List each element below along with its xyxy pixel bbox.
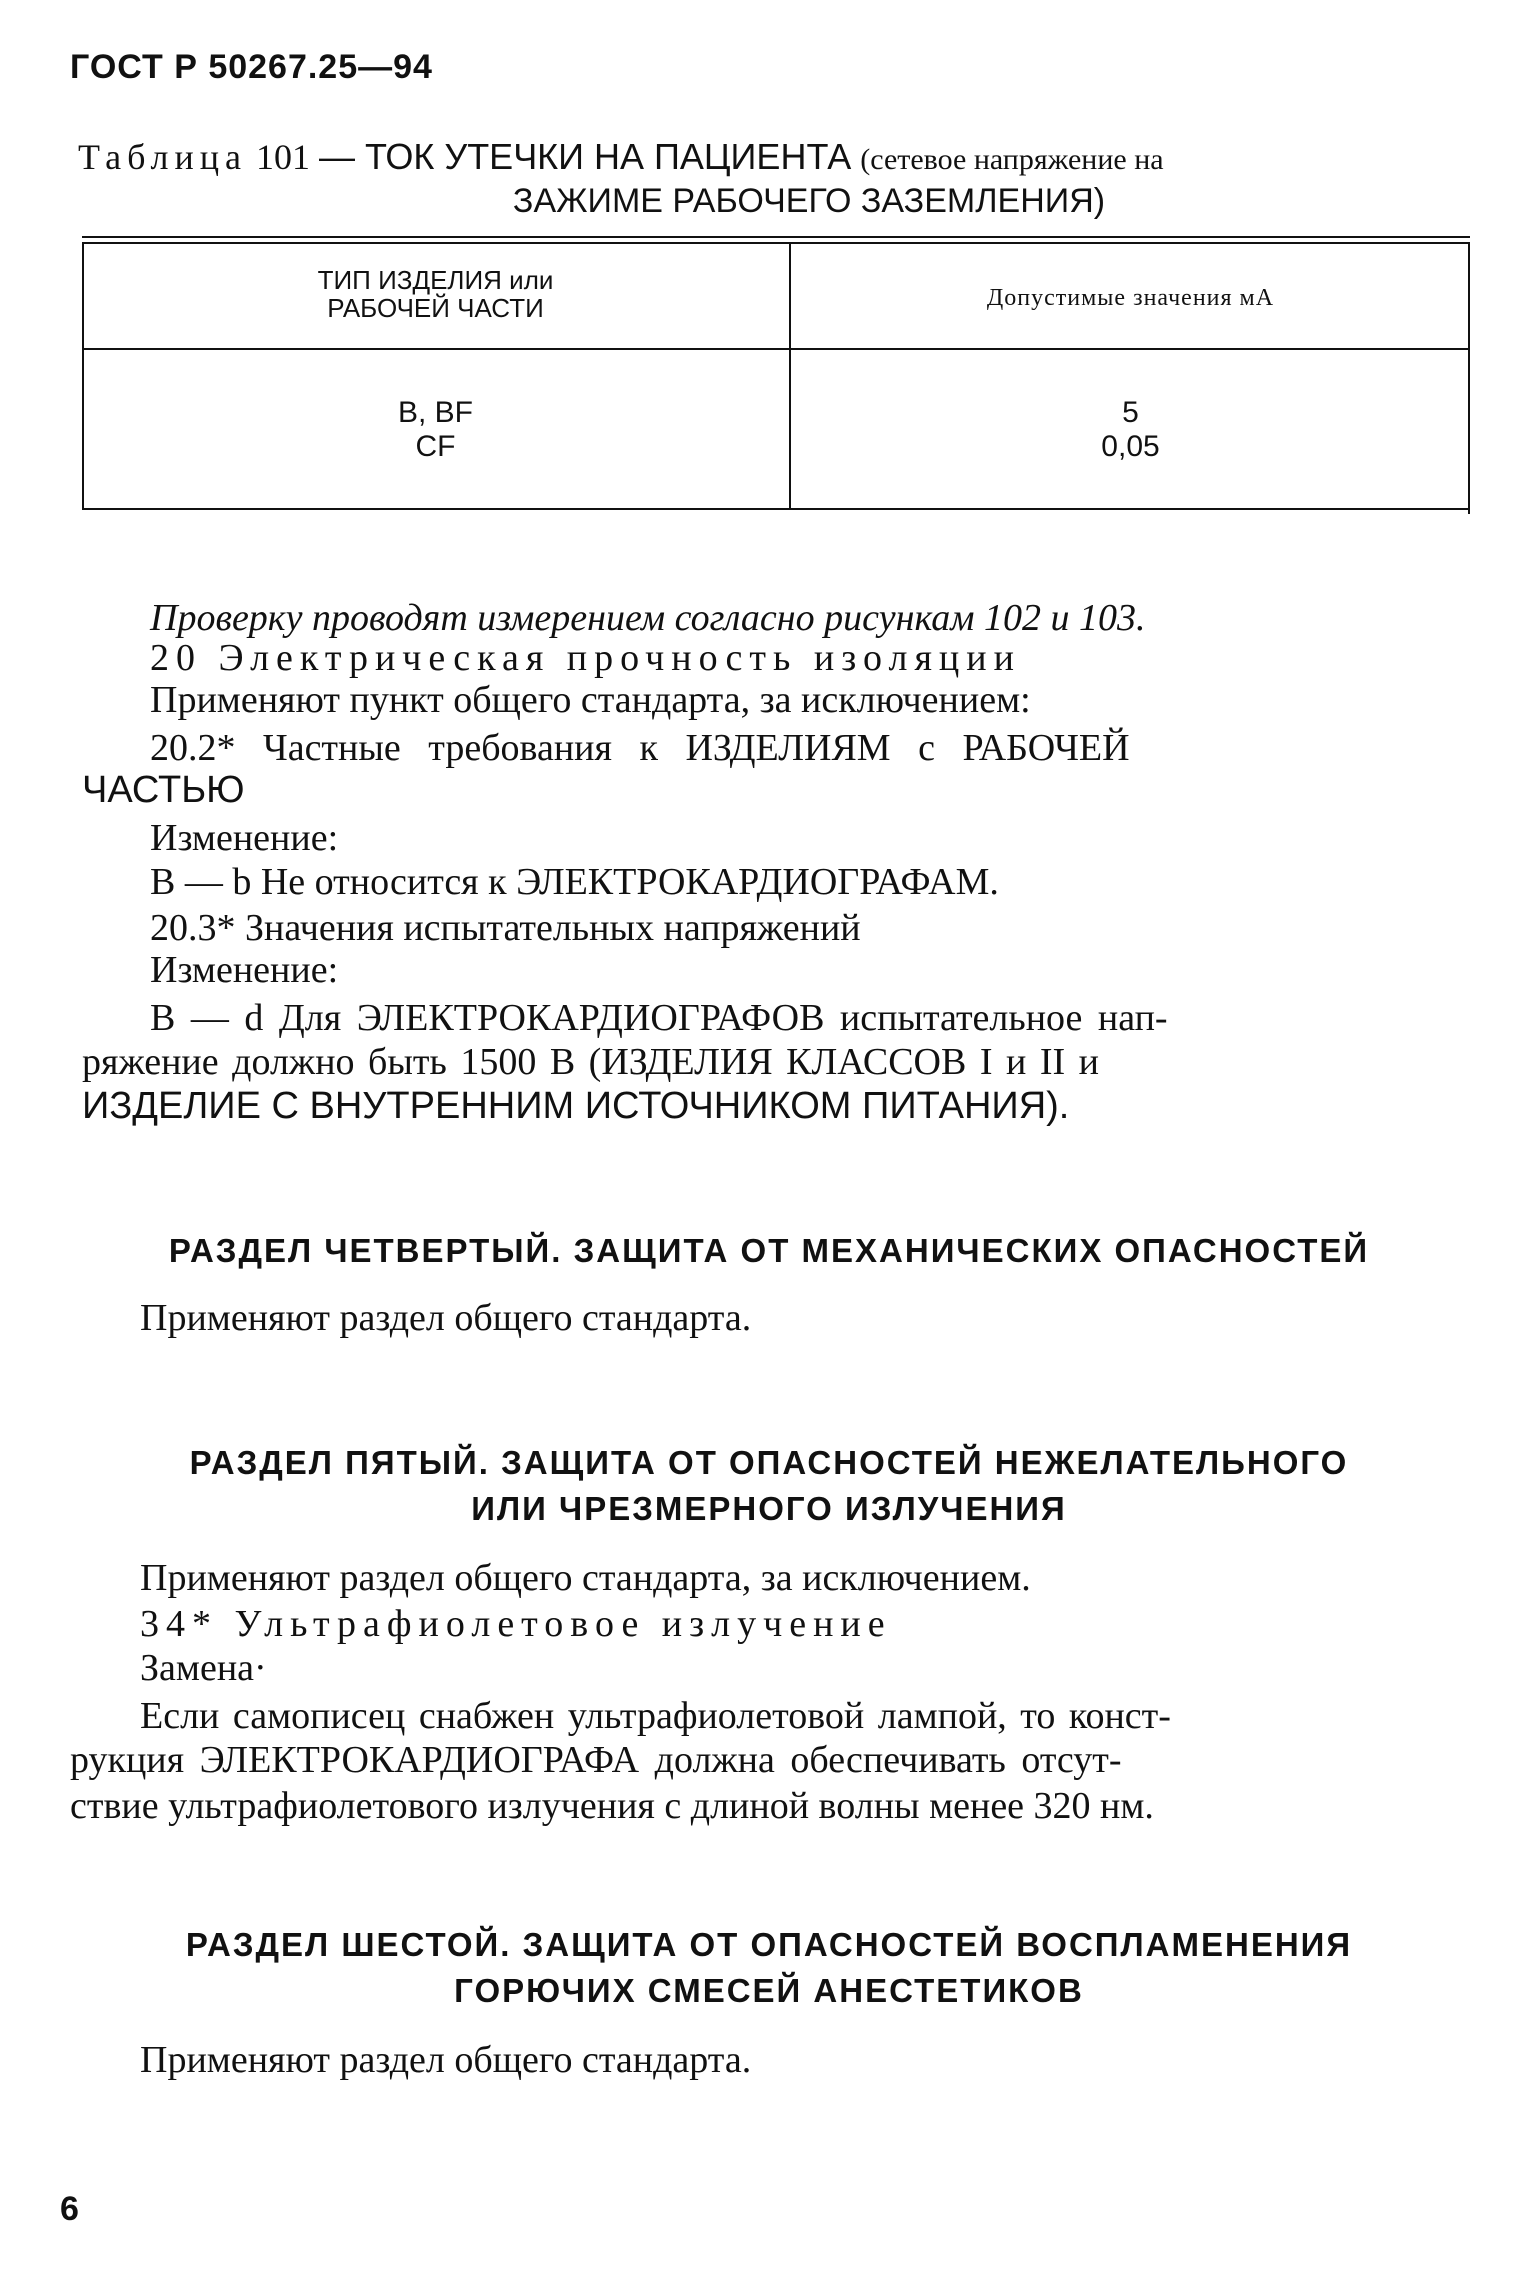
section-34-para-line3: ствие ультрафиолетового излучения с длиной волны менее 320 нм. xyxy=(70,1785,1154,1827)
table-caption xyxy=(78,136,1164,178)
leakage-current-table xyxy=(82,236,1470,516)
check-note: Проверку проводят измерением согласно рисункам 102 и 103. xyxy=(150,597,1146,639)
section-6-heading-line1: РАЗДЕЛ ШЕСТОЙ. ЗАЩИТА ОТ ОПАСНОСТЕЙ ВОСПЛАМЕНЕНИЯ xyxy=(185,1926,1353,1963)
section-20-intro: Применяют пункт общего стандарта, за исключением: xyxy=(150,679,1031,721)
table-cell-type xyxy=(82,396,789,464)
section-6-text: Применяют раздел общего стандарта. xyxy=(140,2039,752,2081)
table-header-values: Допустимые значения мА xyxy=(986,285,1275,311)
table-header-type-line2: РАБОЧЕЙ ЧАСТИ xyxy=(327,293,544,323)
table-caption-label: Таблица xyxy=(78,137,247,177)
change-label-2: Изменение: xyxy=(150,949,339,991)
section-20-2-line1: 20.2* Частные требования к ИЗДЕЛИЯМ с РАБОЧЕЙ xyxy=(150,727,1130,769)
section-4-text: Применяют раздел общего стандарта. xyxy=(140,1297,752,1339)
table-caption-line2: ЗАЖИМЕ РАБОЧЕГО ЗАЗЕМЛЕНИЯ) xyxy=(512,182,1106,220)
section-20-3-d-line1: В — d Для ЭЛЕКТРОКАРДИОГРАФОВ испытательное нап- xyxy=(150,997,1168,1039)
section-34-para-line1: Если самописец снабжен ультрафиолетовой лампой, то конст- xyxy=(140,1695,1171,1737)
section-20-3-d-line2: ряжение должно быть 1500 В (ИЗДЕЛИЯ КЛАССОВ I и II и xyxy=(82,1041,1099,1083)
table-caption-note: (сетевое напряжение на xyxy=(860,143,1164,176)
section-20-3-d-line3: ИЗДЕЛИЕ С ВНУТРЕННИМ ИСТОЧНИКОМ ПИТАНИЯ). xyxy=(82,1085,1070,1127)
section-5-intro: Применяют раздел общего стандарта, за исключением. xyxy=(140,1557,1031,1599)
replace-label: Замена· xyxy=(140,1647,267,1689)
section-6-heading-line2: ГОРЮЧИХ СМЕСЕЙ АНЕСТЕТИКОВ xyxy=(454,1972,1084,2009)
page-number: 6 xyxy=(60,2190,79,2228)
section-20-2-line2: ЧАСТЬЮ xyxy=(82,769,245,811)
document-standard-id: ГОСТ Р 50267.25—94 xyxy=(70,48,433,86)
section-34-title: 34* Ультрафиолетовое излучение xyxy=(140,1603,892,1645)
table-header-type-line1: ТИП ИЗДЕЛИЯ или xyxy=(317,265,554,295)
section-20-title: 20 Электрическая прочность изоляции xyxy=(150,637,1021,679)
table-row-2-value: 0,05 xyxy=(1101,430,1160,463)
section-5-heading-line2: ИЛИ ЧРЕЗМЕРНОГО ИЗЛУЧЕНИЯ xyxy=(471,1490,1067,1527)
section-5-heading-line1: РАЗДЕЛ ПЯТЫЙ. ЗАЩИТА ОТ ОПАСНОСТЕЙ НЕЖЕЛАТЕЛЬНОГО xyxy=(189,1444,1349,1481)
table-caption-number: 101 xyxy=(255,137,310,177)
table-caption-title: — ТОК УТЕЧКИ НА ПАЦИЕНТА xyxy=(318,136,852,177)
table-header-type xyxy=(82,266,789,322)
section-4-heading: РАЗДЕЛ ЧЕТВЕРТЫЙ. ЗАЩИТА ОТ МЕХАНИЧЕСКИХ ОПАСНОСТЕЙ xyxy=(168,1232,1370,1269)
section-34-para-line2: рукция ЭЛЕКТРОКАРДИОГРАФА должна обеспечивать отсут- xyxy=(70,1739,1122,1781)
table-row-1-type: B, BF xyxy=(397,396,473,429)
section-20-2-b: В — b Не относится к ЭЛЕКТРОКАРДИОГРАФАМ. xyxy=(150,861,999,903)
change-label-1: Изменение: xyxy=(150,817,339,859)
table-row-1-value: 5 xyxy=(1122,396,1139,429)
section-20-3: 20.3* Значения испытательных напряжений xyxy=(150,907,861,949)
table-row-2-type: CF xyxy=(415,430,456,463)
table-cell-value xyxy=(791,396,1470,464)
